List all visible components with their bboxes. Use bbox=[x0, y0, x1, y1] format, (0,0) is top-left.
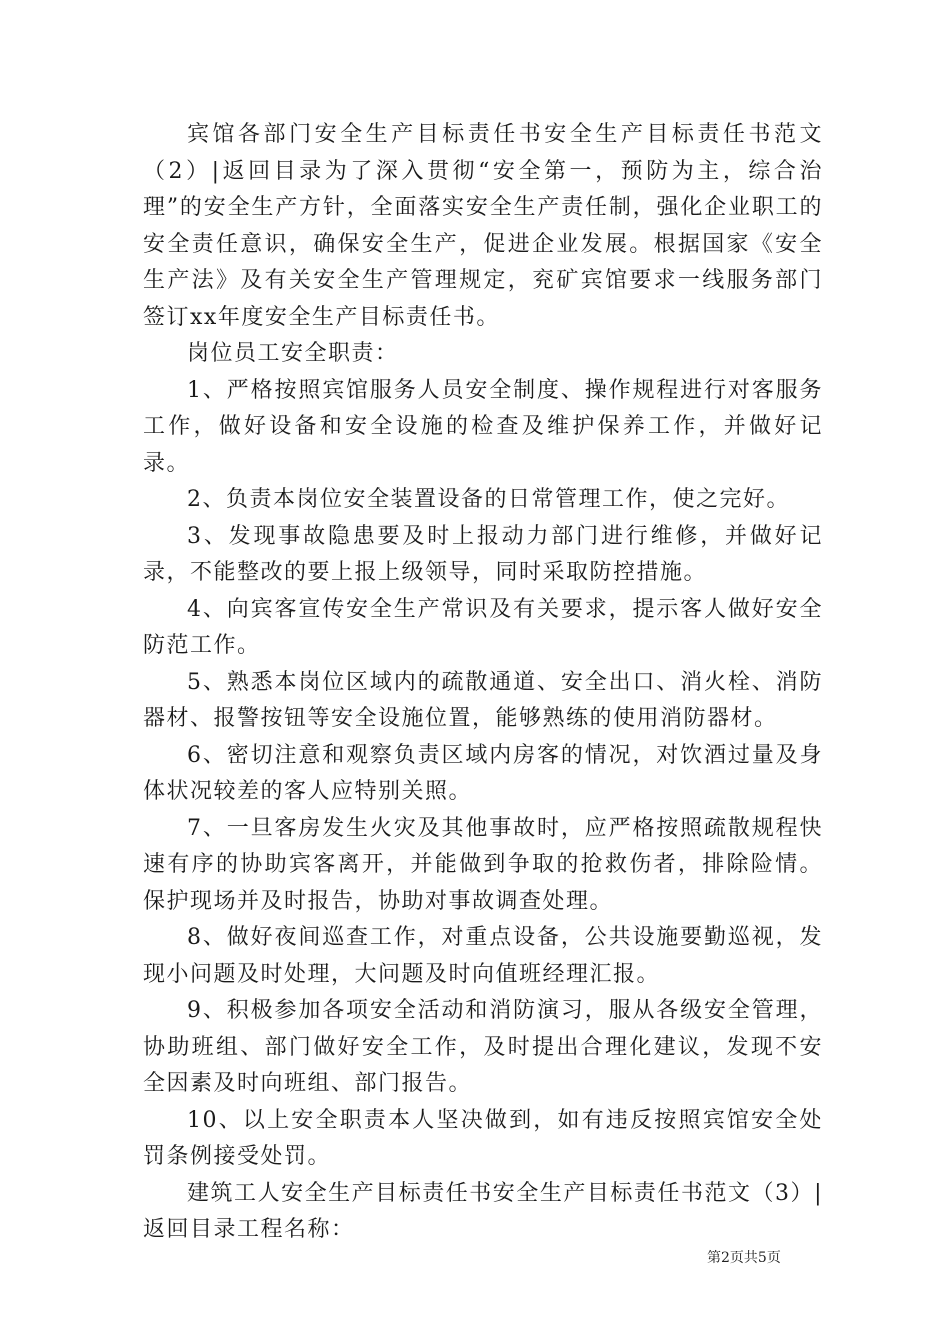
paragraph-item-10: 10、以上安全职责本人坚决做到，如有违反按照宾馆安全处罚条例接受处罚。 bbox=[143, 1107, 823, 1169]
paragraph-item-9: 9、积极参加各项安全活动和消防演习，服从各级安全管理，协助班组、部门做好安全工作，及时提出合理化建议，发现不安全因素及时向班组、部门报告。 bbox=[143, 998, 823, 1096]
paragraph-duties-heading: 岗位员工安全职责： bbox=[187, 341, 399, 366]
paragraph-item-3: 3、发现事故隐患要及时上报动力部门进行维修，并做好记录，不能整改的要上报上级领导，同时采取防控措施。 bbox=[143, 523, 823, 585]
paragraph-item-8: 8、做好夜间巡查工作，对重点设备，公共设施要勤巡视，发现小问题及时处理，大问题及时向值班经理汇报。 bbox=[143, 925, 823, 987]
paragraph-next-section: 建筑工人安全生产目标责任书安全生产目标责任书范文（3）|返回目录工程名称： bbox=[143, 1180, 823, 1242]
paragraph-item-7: 7、一旦客房发生火灾及其他事故时，应严格按照疏散规程快速有序的协助宾客离开，并能做到争取的抢救伤者，排除险情。保护现场并及时报告，协助对事故调查处理。 bbox=[143, 815, 823, 914]
paragraph-item-6: 6、密切注意和观察负责区域内房客的情况，对饮酒过量及身体状况较差的客人应特别关照。 bbox=[143, 742, 823, 804]
paragraph-item-5: 5、熟悉本岗位区域内的疏散通道、安全出口、消火栓、消防器材、报警按钮等安全设施位置，能够熟练的使用消防器材。 bbox=[143, 669, 823, 731]
page-number: 第2页共5页 bbox=[707, 1250, 781, 1266]
paragraph-item-2: 2、负责本岗位安全装置设备的日常管理工作，使之完好。 bbox=[187, 487, 790, 512]
paragraph-item-4: 4、向宾客宣传安全生产常识及有关要求，提示客人做好安全防范工作。 bbox=[143, 596, 823, 658]
document-body bbox=[143, 117, 823, 1249]
paragraph-intro: 宾馆各部门安全生产目标责任书安全生产目标责任书范文（2）|返回目录为了深入贯彻“安全第一，预防为主，综合治理”的安全生产方针，全面落实安全生产责任制，强化企业职工的安全责任意识，确保安全生产，促进企业发展。根据国家《安全生产法》及有关安全生产管理规定，兖矿宾馆要求一线服务部门签订xx年度安全生产目标责任书。 bbox=[143, 122, 823, 330]
paragraph-item-1: 1、严格按照宾馆服务人员安全制度、操作规程进行对客服务工作，做好设备和安全设施的检查及维护保养工作，并做好记录。 bbox=[143, 377, 823, 476]
